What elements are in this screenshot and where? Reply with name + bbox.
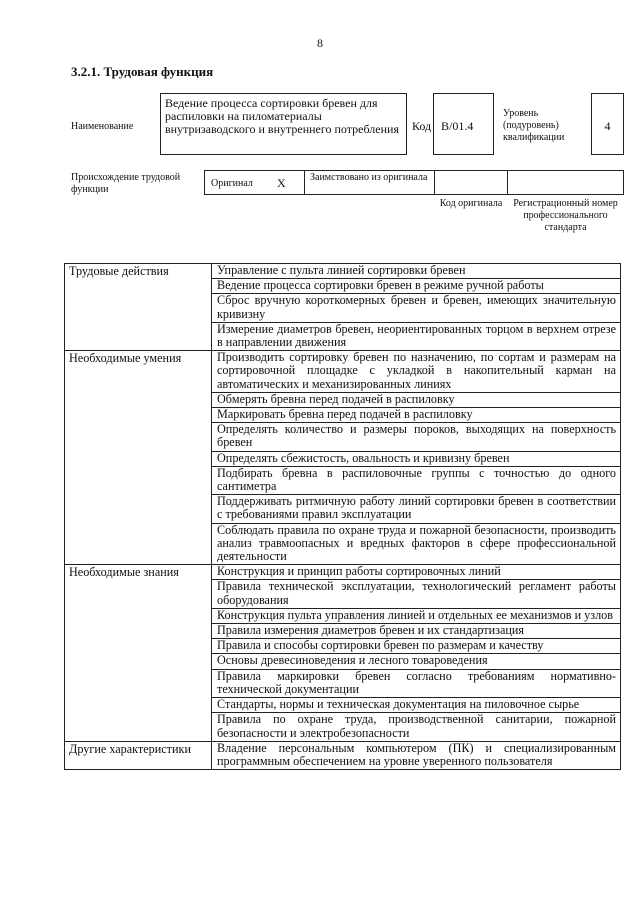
list-item: Маркировать бревна перед подачей в распиловку bbox=[212, 408, 621, 423]
list-item: Правила измерения диаметров бревен и их стандартизация bbox=[212, 624, 621, 639]
original-label: Оригинал bbox=[211, 178, 253, 189]
level-label: Уровень (подуровень) квалификации bbox=[503, 108, 565, 143]
origin-code-cell bbox=[434, 170, 508, 195]
level-box bbox=[591, 93, 624, 155]
list-item: Правила по охране труда, производственной санитарии, пожарной безопасности и электробезопасности bbox=[212, 713, 621, 741]
borrowed-label: Заимствовано из оригинала bbox=[310, 172, 428, 183]
name-label: Наименование bbox=[71, 121, 134, 132]
function-name: Ведение процесса сортировки бревен для распиловки на пиломатериалы внутризаводского и внутреннего потребления bbox=[165, 96, 399, 136]
list-item: Ведение процесса сортировки бревен в режиме ручной работы bbox=[212, 279, 621, 294]
list-item: Подбирать бревна в распиловочные группы с точностью до одного сантиметра bbox=[212, 466, 621, 494]
list-item: Производить сортировку бревен по назначению, по сортам и размерам на сортировочной площадке с укладкой в накопительный карман на автоматических и механизированных линиях bbox=[212, 351, 621, 393]
list-item: Поддерживать ритмичную работу линий сортировки бревен в соответствии с требованиями правил эксплуатации bbox=[212, 495, 621, 523]
section-title: Необходимые знания bbox=[65, 565, 212, 741]
list-item: Соблюдать правила по охране труда и пожарной безопасности, производить анализ травмоопасных и вредных факторов в сфере профессиональной деятельности bbox=[212, 523, 621, 565]
list-item: Основы древесиноведения и лесного товароведения bbox=[212, 654, 621, 669]
section-title: Другие характеристики bbox=[65, 741, 212, 769]
list-item: Определять сбежистость, овальность и кривизну бревен bbox=[212, 451, 621, 466]
list-item: Сброс вручную короткомерных бревен и бревен, имеющих значительную кривизну bbox=[212, 294, 621, 322]
code-box bbox=[433, 93, 494, 155]
list-item: Правила и способы сортировки бревен по размерам и качеству bbox=[212, 639, 621, 654]
list-item: Конструкция пульта управления линией и отдельных ее механизмов и узлов bbox=[212, 608, 621, 623]
list-item: Стандарты, нормы и техническая документация на пиловочное сырье bbox=[212, 698, 621, 713]
section-title: Необходимые умения bbox=[65, 351, 212, 565]
code-value: B/01.4 bbox=[441, 119, 474, 133]
origin-label: Происхождение трудовой функции bbox=[71, 172, 181, 195]
section-title: Трудовые действия bbox=[65, 264, 212, 351]
section-heading: 3.2.1. Трудовая функция bbox=[71, 64, 214, 79]
code-original-caption: Код оригинала bbox=[439, 198, 503, 209]
table-row bbox=[65, 264, 621, 279]
name-box bbox=[160, 93, 407, 155]
list-item: Управление с пульта линией сортировки бревен bbox=[212, 264, 621, 279]
code-label: Код bbox=[412, 119, 432, 133]
original-mark: X bbox=[277, 176, 286, 190]
function-details-table bbox=[64, 263, 621, 770]
level-value: 4 bbox=[604, 119, 611, 133]
table-row bbox=[65, 565, 621, 580]
list-item: Правила маркировки бревен согласно требованиям нормативно-технической документации bbox=[212, 669, 621, 697]
table-row bbox=[65, 741, 621, 769]
list-item: Правила технической эксплуатации, технологический регламент работы оборудования bbox=[212, 580, 621, 608]
origin-borrowed-cell bbox=[304, 170, 435, 195]
list-item: Измерение диаметров бревен, неориентированных торцом в верхнем отрезе в направлении движения bbox=[212, 322, 621, 350]
list-item: Обмерять бревна перед подачей в распиловку bbox=[212, 392, 621, 407]
reg-number-caption: Регистрационный номер профессионального стандарта bbox=[513, 198, 618, 233]
list-item: Владение персональным компьютером (ПК) и специализированным программным обеспечением на уровне уверенного пользователя bbox=[212, 741, 621, 769]
page-number: 8 bbox=[317, 36, 323, 50]
origin-original-cell bbox=[204, 170, 305, 195]
table-row bbox=[65, 351, 621, 393]
list-item: Определять количество и размеры пороков, выходящих на поверхность бревен bbox=[212, 423, 621, 451]
list-item: Конструкция и принцип работы сортировочных линий bbox=[212, 565, 621, 580]
origin-regnum-cell bbox=[507, 170, 624, 195]
